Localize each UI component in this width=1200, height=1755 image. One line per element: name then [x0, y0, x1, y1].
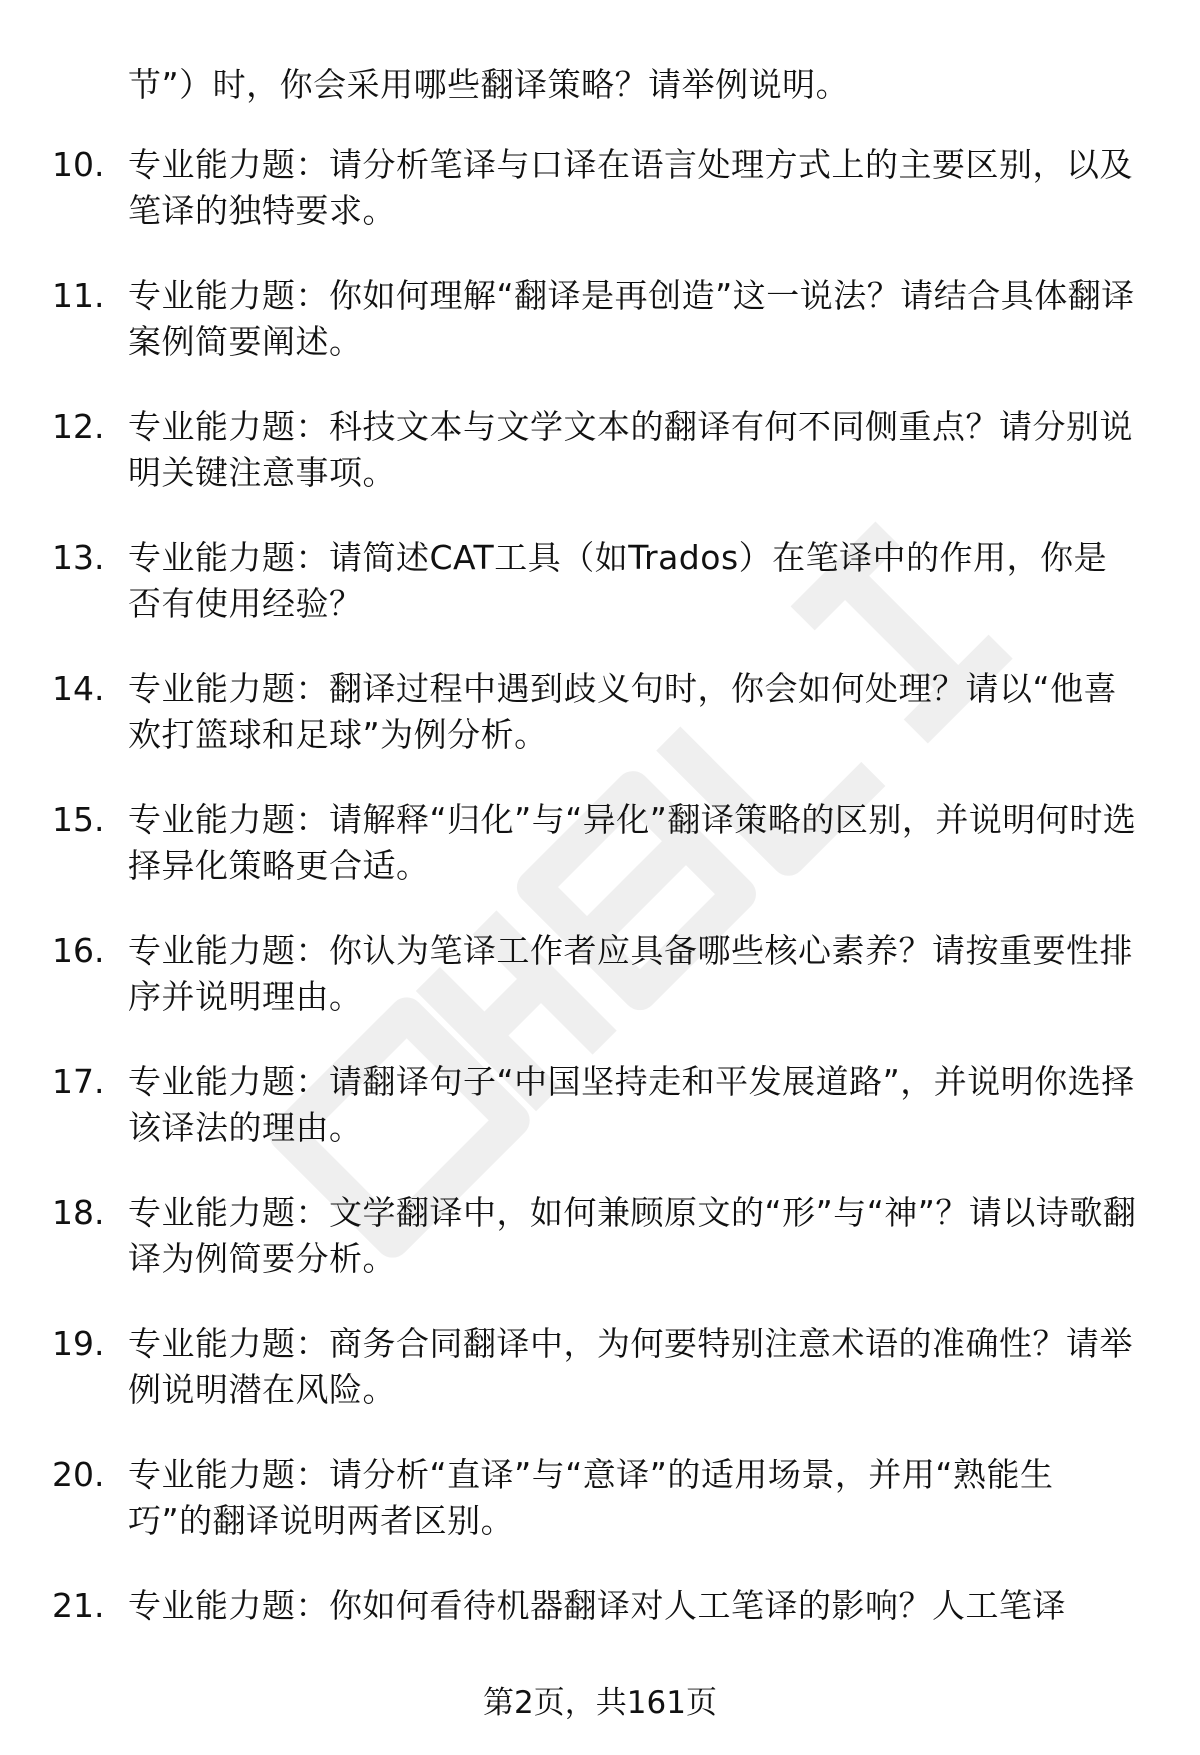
question-number: 15. [52, 800, 105, 839]
question-number: 10. [52, 145, 105, 184]
question-text: 专业能力题：翻译过程中遇到歧义句时，你会如何处理？请以“他喜欢打篮球和足球”为例分析。 [128, 669, 1118, 754]
question-item [0, 404, 1200, 535]
question-text: 专业能力题：请分析笔译与口译在语言处理方式上的主要区别，以及笔译的独特要求。 [128, 145, 1133, 230]
question-number: 11. [52, 276, 105, 315]
question-number: 12. [52, 407, 105, 446]
question-text: 专业能力题：请简述CAT工具（如Trados）在笔译中的作用，你是否有使用经验？ [128, 538, 1108, 623]
question-number: 21. [52, 1586, 105, 1625]
question-item [0, 142, 1200, 273]
question-text: 专业能力题：请翻译句子“中国坚持走和平发展道路”，并说明你选择该译法的理由。 [128, 1062, 1135, 1147]
question-number: 17. [52, 1062, 105, 1101]
question-text: 专业能力题：科技文本与文学文本的翻译有何不同侧重点？请分别说明关键注意事项。 [128, 407, 1133, 492]
question-text: 专业能力题：你如何看待机器翻译对人工笔译的影响？人工笔译 [128, 1586, 1066, 1625]
question-item [0, 273, 1200, 404]
question-item [0, 1452, 1200, 1583]
question-item [0, 928, 1200, 1059]
question-number: 18. [52, 1193, 105, 1232]
question-text: 专业能力题：你认为笔译工作者应具备哪些核心素养？请按重要性排序并说明理由。 [128, 931, 1133, 1016]
question-number: 16. [52, 931, 105, 970]
question-item [0, 666, 1200, 797]
continuation-text: 节”）时，你会采用哪些翻译策略？请举例说明。 [128, 65, 850, 104]
question-item [0, 797, 1200, 928]
question-text: 专业能力题：请解释“归化”与“异化”翻译策略的区别，并说明何时选择异化策略更合适。 [128, 800, 1137, 885]
question-item [0, 1190, 1200, 1321]
question-item [0, 1059, 1200, 1190]
question-number: 14. [52, 669, 105, 708]
question-item [0, 535, 1200, 666]
question-item [0, 1321, 1200, 1452]
question-text: 专业能力题：文学翻译中，如何兼顾原文的“形”与“神”？请以诗歌翻译为例简要分析。 [128, 1193, 1137, 1278]
question-text: 专业能力题：请分析“直译”与“意译”的适用场景，并用“熟能生巧”的翻译说明两者区别。 [128, 1455, 1054, 1540]
question-number: 20. [52, 1455, 105, 1494]
question-number: 13. [52, 538, 105, 577]
question-text: 专业能力题：你如何理解“翻译是再创造”这一说法？请结合具体翻译案例简要阐述。 [128, 276, 1135, 361]
page-footer: 第2页，共161页 [483, 1685, 717, 1721]
question-text: 专业能力题：商务合同翻译中，为何要特别注意术语的准确性？请举例说明潜在风险。 [128, 1324, 1133, 1409]
question-number: 19. [52, 1324, 105, 1363]
question-list [0, 142, 1200, 1714]
